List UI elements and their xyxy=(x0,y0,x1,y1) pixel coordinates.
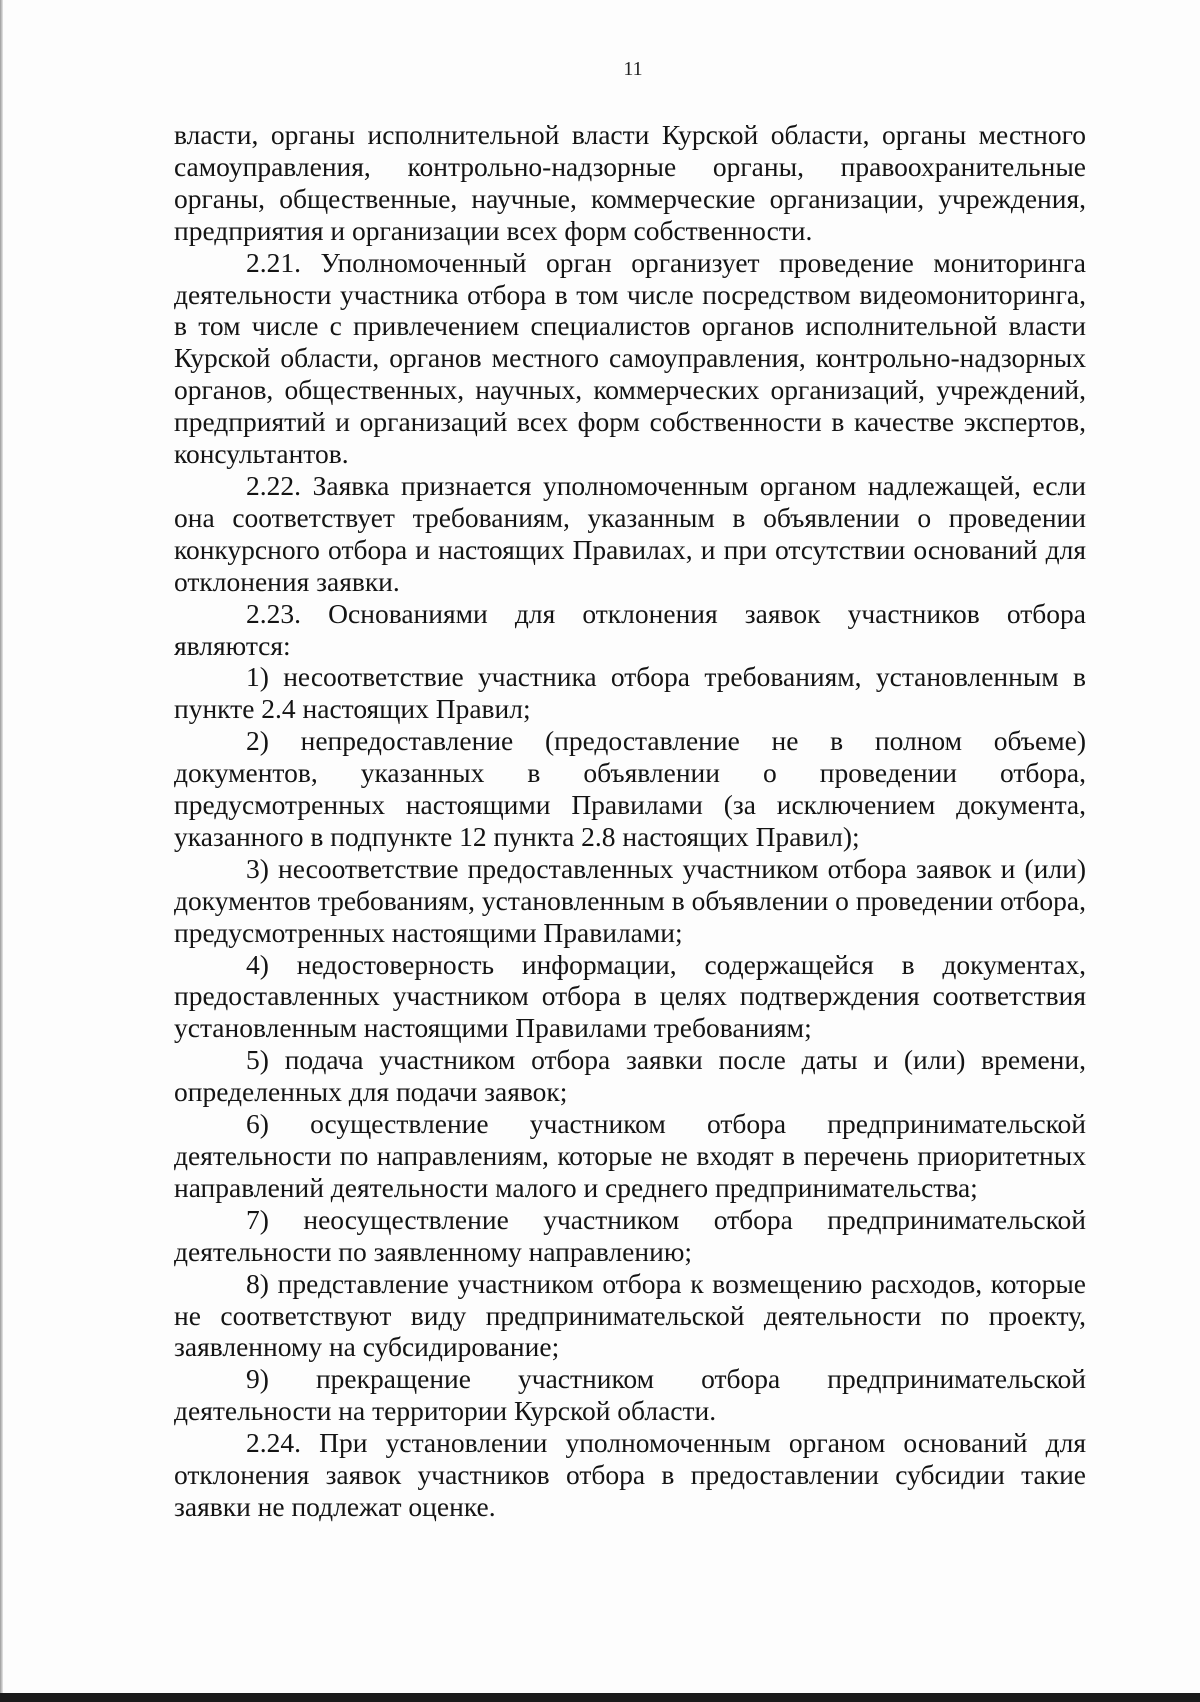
document-body xyxy=(174,119,1086,1523)
scan-bottom-edge xyxy=(0,1693,1200,1702)
paragraph-2-24: 2.24. При установлении уполномоченным органом оснований для отклонения заявок участников отбора в предоставлении субсидии такие заявки не подлежат оценке. xyxy=(174,1427,1086,1522)
list-item-5: 5) подача участником отбора заявки после даты и (или) времени, определенных для подачи заявок; xyxy=(174,1044,1086,1108)
list-item-7: 7) неосуществление участником отбора предпринимательской деятельности по заявленному направлению; xyxy=(174,1203,1086,1267)
list-item-4: 4) недостоверность информации, содержащейся в документах, предоставленных участником отбора в целях подтверждения соответствия установленным настоящими Правилами требованиям; xyxy=(174,948,1086,1044)
list-item-1: 1) несоответствие участника отбора требованиям, установленным в пункте 2.4 настоящих Правил; xyxy=(174,661,1086,725)
paragraph-2-22: 2.22. Заявка признается уполномоченным органом надлежащей, если она соответствует требованиям, указанным в объявлении о проведении конкурсного отбора и настоящих Правилах, и при отсутствии оснований для отклонения заявки. xyxy=(174,469,1086,597)
list-item-3: 3) несоответствие предоставленных участником отбора заявок и (или) документов требованиям, установленным в объявлении о проведении отбора, предусмотренных настоящими Правилами; xyxy=(174,852,1086,948)
list-item-2: 2) непредоставление (предоставление не в полном объеме) документов, указанных в объявлении о проведении отбора, предусмотренных настоящими Правилами (за исключением документа, указанного в подпункте 12 пункта 2.8 настоящих Правил); xyxy=(174,725,1086,852)
paragraph-2-21: 2.21. Уполномоченный орган организует проведение мониторинга деятельности участника отбора в том числе посредством видеомониторинга, в том числе с привлечением специалистов органов исполнительной власти Курской области, органов местного самоуправления, контрольно-надзорных органов, общественных, научных, коммерческих организаций, учреждений, предприятий и организаций всех форм собственности в качестве экспертов, консультантов. xyxy=(174,246,1086,470)
paragraph-continuation: власти, органы исполнительной власти Курской области, органы местного самоуправления, контрольно-надзорные органы, правоохранительные органы, общественные, научные, коммерческие организации, учреждения, предприятия и организации всех форм собственности. xyxy=(174,119,1086,246)
list-item-8: 8) представление участником отбора к возмещению расходов, которые не соответствуют виду предпринимательской деятельности по проекту, заявленному на субсидирование; xyxy=(174,1267,1086,1363)
paragraph-2-23: 2.23. Основаниями для отклонения заявок участников отбора являются: xyxy=(174,597,1086,661)
scan-left-edge xyxy=(0,0,3,1702)
list-item-6: 6) осуществление участником отбора предпринимательской деятельности по направлениям, которые не входят в перечень приоритетных направлений деятельности малого и среднего предпринимательства; xyxy=(174,1108,1086,1203)
page-number: 11 xyxy=(623,58,643,80)
list-item-9: 9) прекращение участником отбора предпринимательской деятельности на территории Курской области. xyxy=(174,1363,1086,1427)
